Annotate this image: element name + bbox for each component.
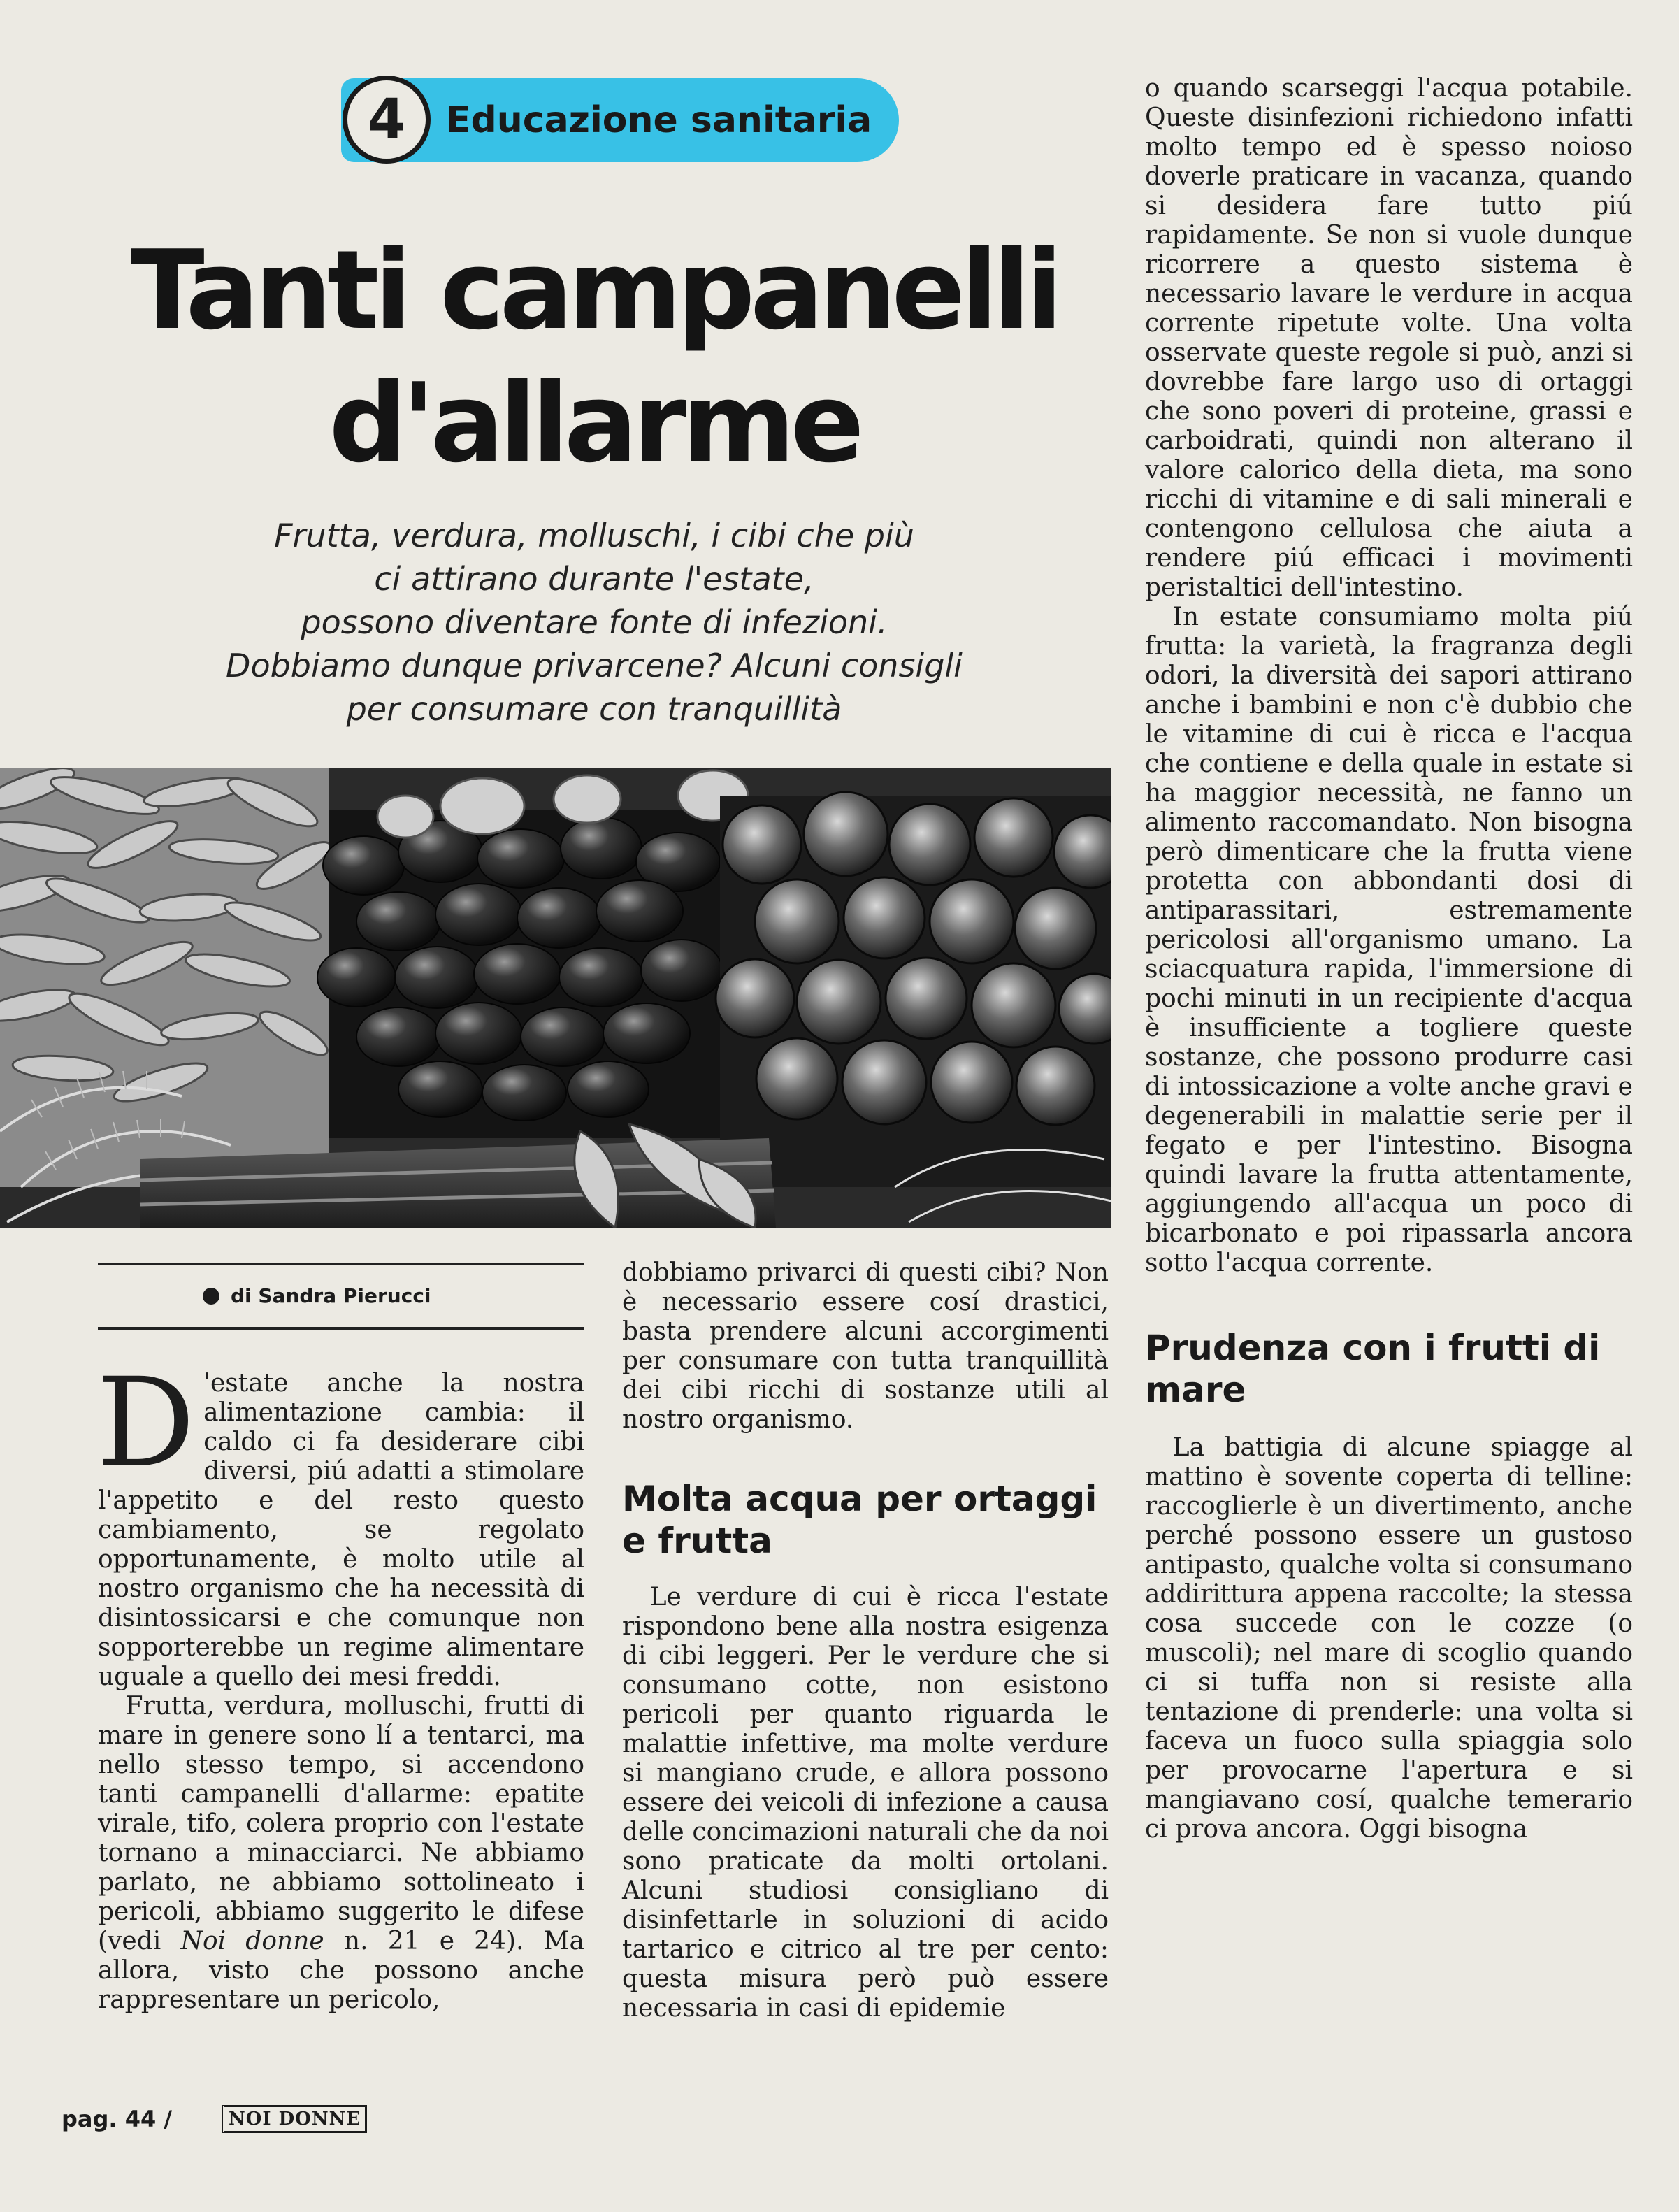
- article-paragraph: [96, 1351, 584, 1692]
- subheadline: [112, 514, 1076, 731]
- paragraph-text: n. 21 e 24). Ma allora, visto che possono anche rappresentare un pericolo,: [98, 1927, 584, 2014]
- subheadline-line: ci attirano durante l'estate,: [374, 560, 814, 598]
- page-number: pag. 44 /: [62, 2106, 173, 2132]
- byline-rule-top: [98, 1263, 584, 1265]
- byline-rule-bottom: [98, 1327, 584, 1330]
- subheadline-line: per consumare con tranquillità: [346, 690, 842, 728]
- article-paragraph: In estate consumiamo molta piú frutta: la varietà, la fragranza degli odori, la diversità dei sapori attirano anche i bambini e non c'è dubbio che le vitamine di cui è ricca e l'acqua che contiene e della quale in estate si ha maggior necessità, ne fanno un alimento raccomandato. Non bisogna però dimenticare che la frutta viene protetta con abbondanti dosi di antiparassitari, estremamente pericolosi all'organismo umano. La sciacquatura rapida, l'immersione di pochi minuti in un recipiente d'acqua è insufficiente a togliere queste sostanze, che possono produrre casi di intossicazione a volte anche gravi e degenerabili in malattie serie per il fegato e per l'intestino. Bisogna quindi lavare la frutta attentamente, aggiungendo all'acqua un poco di bicarbonato e poi ripassarla ancora sotto l'acqua corrente.: [1145, 603, 1633, 1277]
- section-number: 4: [343, 76, 431, 164]
- article-column-1: [96, 1351, 584, 2092]
- article-column-3: [1145, 74, 1633, 2095]
- subheadline-line: Frutta, verdura, molluschi, i cibi che più: [274, 517, 914, 554]
- paragraph-text: 'estate anche la nostra alimentazione cambia: il caldo ci fa desiderare cibi diversi, piú adatti a stimolare l'appetito e del resto questo cambiamento, se regolato opportunamente, è molto utile al nostro organismo che ha necessità di disintossicarsi e che comunque non sopporterebbe un regime alimentare uguale a quello dei mesi freddi.: [98, 1369, 584, 1691]
- headline-line-1: Tanti campanelli: [130, 227, 1058, 354]
- article-paragraph: Le verdure di cui è ricca l'estate rispondono bene alla nostra esigenza di cibi leggeri. Per le verdure che si consumano cotte, non esistono pericoli per quanto riguarda le malattie infettive, ma molte verdure si mangiano crude, e allora possono essere dei veicoli di infezione a causa delle concimazioni naturali che da noi sono praticate da molti ortolani. Alcuni studiosi consigliano di disinfettarle in soluzioni di acido tartarico e citrico al tre per cento: questa misura però può essere necessaria in casi di epidemie: [622, 1583, 1109, 2023]
- article-paragraph: o quando scarseggi l'acqua potabile. Queste disinfezioni richiedono infatti molto tempo ed è spesso noioso doverle praticare in vacanza, quando si desidera fare tutto piú rapidamente. Se non si vuole dunque ricorrere a questo sistema è necessario lavare le verdure in acqua corrente ripetute volte. Una volta osservate queste regole si può, anzi si dovrebbe fare largo uso di ortaggi che sono poveri di proteine, grassi e carboidrati, quindi non alterano il valore calorico della dieta, ma sono ricchi di vitamine e di sali minerali e contengono cellulosa che aiuta a rendere piú efficaci i movimenti peristaltici dell'intestino.: [1145, 74, 1633, 602]
- subheadline-line: possono diventare fonte di infezioni.: [301, 603, 888, 641]
- magazine-logo: NOI DONNE: [222, 2105, 367, 2133]
- byline: di Sandra Pierucci: [231, 1284, 431, 1307]
- section-heading: Prudenza con i frutti di mare: [1145, 1328, 1601, 1410]
- article-paragraph: La battigia di alcune spiagge al mattino è sovente coperta di telline: raccoglierle è un divertimento, anche perché possono essere un gustoso antipasto, qualche volta si consumano addirittura appena raccolte; la stessa cosa succede con le cozze (o muscoli); nel mare di scoglio quando ci si tuffa non si resiste alla tentazione di prenderle: una volta si faceva un fuoco sulla spiaggia solo per provocarne l'apertura e si mangiavano cosí, qualche temerario ci prova ancora. Oggi bisogna: [1145, 1433, 1633, 1844]
- paragraph-text: Frutta, verdura, molluschi, frutti di mare in genere sono lí a tentarci, ma nello stesso tempo, si accendono tanti campanelli d'allarme: epatite virale, tifo, colera proprio con l'estate tornano a minacciarci. Ne abbiamo parlato, ne abbiamo sottolineato i pericoli, abbiamo suggerito le difese (vedi: [98, 1692, 584, 1955]
- article-paragraph: dobbiamo privarci di questi cibi? Non è necessario essere cosí drastici, basta prendere alcuni accorgimenti per consumare con tutta tranquillità dei cibi ricchi di sostanze utili al nostro organismo.: [622, 1258, 1109, 1434]
- drop-cap: D: [96, 1351, 196, 1495]
- subheadline-line: Dobbiamo dunque privarcene? Alcuni consigli: [226, 647, 963, 684]
- article-column-2: [622, 1258, 1109, 2095]
- article-paragraph: [98, 1692, 584, 2015]
- section-heading: Molta acqua per ortaggi e frutta: [622, 1479, 1097, 1561]
- market-vegetables-photo: [0, 768, 1111, 1228]
- section-title: Educazione sanitaria: [446, 99, 872, 141]
- magazine-title-italic: Noi donne: [180, 1927, 324, 1955]
- bullet-icon: [203, 1288, 219, 1305]
- headline-line-2: d'allarme: [329, 359, 860, 487]
